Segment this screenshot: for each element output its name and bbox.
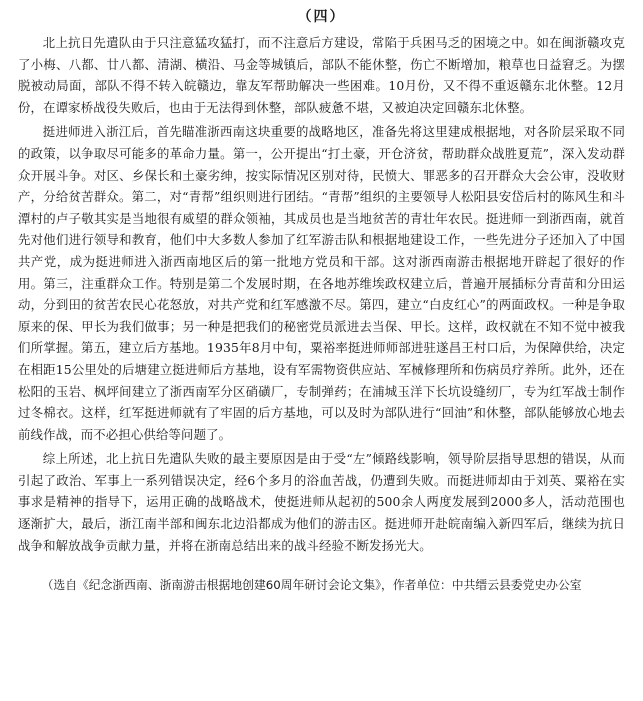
- section-heading: （四）: [297, 9, 346, 25]
- paragraph-vanguard-division: 挺进师进入浙江后，首先瞄准浙西南这块重要的战略地区，准备先将这里建成根据地，对各阶层采取不同的政策，以争取尽可能多的革命力量。第一，公开提出“打土豪，开仓济贫，帮助群众战胜夏荒”，深入发动群众开展斗争。对区、乡保长和土豪劣绅，按实际情况区别对待，民愤大、罪恶多的召开群众大会公审，没收财产，分给贫苦群众。第二，对“青帮”组织则进行团结。“青帮”组织的主要领导人松阳县安岱后村的陈风生和斗潭村的卢子敬其实是当地很有威望的群众领袖，其成员也是当地贫苦的青壮年农民。挺进师一到浙西南，就首先对他们进行领导和教育，他们中大多数人参加了红军游击队和根据地建设工作，一些先进分子还加入了中国共产党，成为挺进师进入浙西南地区后的第一批地方党员和干部。这对浙西南游击根据地开辟起了很好的作用。第三，注重群众工作。特别是第二个发展时期，在各地苏维埃政权建立后，普遍开展插标分青苗和分田运动，分到田的贫苦农民心花怒放，对共产党和红军感激不尽。第四，建立“白皮红心”的两面政权。一种是争取原来的保、甲长为我们做事；另一种是把我们的秘密党员派进去当保、甲长。这样，政权就在不知不觉中被我们所掌握。第五，建立后方基地。1935年8月中旬，粟裕率挺进师师部进驻遂昌王村口后，为保障供给，决定在相距15公里处的后塘建立挺进师后方基地，设有军需物资供应站、军械修理所和伤病员疗养所。此外，还在松阳的玉岩、枫坪间建立了浙西南军分区硝磺厂，专制弹药；在浦城玉洋下长坑设缝纫厂，专为红军战士制作过冬棉衣。这样，红军挺进师就有了牢固的后方基地，可以及时为部队进行“回油”和休整，部队能够放心地去前线作战，而不必担心供给等问题了。: [18, 124, 625, 442]
- paragraph-conclusion: 综上所述，北上抗日先遣队失败的最主要原因是由于受“左”倾路线影响，领导阶层指导思想的错误，从而引起了政治、军事上一系列错误决定，经6个多月的浴血苦战，仍遭到失败。而挺进师却由于刘英、粟裕在实事求是精神的指导下，运用正确的战略战术，使挺进师从起初的500余人两度发展到2000多人，活动范围也逐渐扩大，最后，浙江南半部和闽东北边沿都成为他们的游击区。挺进师开赴皖南编入新四军后，继续为抗日战争和解放战争贡献力量，并将在浙南总结出来的战斗经验不断发扬光大。: [18, 451, 625, 553]
- paragraph-advance-team: 北上抗日先遣队由于只注意猛攻猛打，而不注意后方建设，常陷于兵困马乏的困境之中。如在闽浙赣攻克了小梅、八都、廿八都、清湖、横沿、马金等城镇后，部队不能休整，伤亡不断增加，粮草也日益窘乏。为摆脱被动局面，部队不得不转入皖赣边，靠友军帮助解决一些困难。10月份，又不得不重返赣东北休整。12月份，在谭家桥战役失败后，也由于无法得到休整，部队疲惫不堪，又被迫决定回赣东北休整。: [18, 35, 625, 115]
- source-note: （选自《纪念浙西南、浙南游击根据地创建60周年研讨会论文集》，作者单位：中共缙云县委党史办公室: [41, 578, 582, 593]
- document-page: [18, 8, 625, 596]
